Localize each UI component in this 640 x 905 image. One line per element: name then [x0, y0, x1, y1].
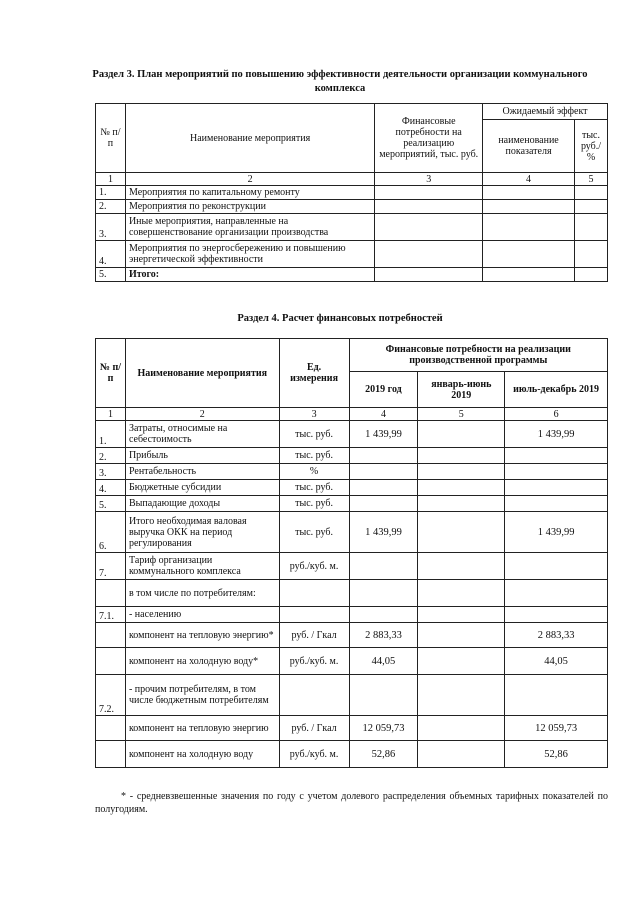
row-h2: [505, 580, 608, 607]
row-unit: [279, 675, 349, 716]
table-row: [96, 648, 608, 675]
table-row: [96, 480, 608, 496]
row-name: компонент на тепловую энергию*: [125, 623, 279, 648]
row-year: 1 439,99: [349, 421, 418, 448]
table-row: [96, 464, 608, 480]
row-year: 2 883,33: [349, 623, 418, 648]
footnote: * - средневзвешенные значения по году с учетом долевого распределения объемных тарифных показателей по полугодиям.: [95, 791, 608, 815]
row-year: [349, 675, 418, 716]
row-h1: [418, 580, 505, 607]
row-name: Затраты, относимые на себестоимость: [125, 421, 279, 448]
header-unit: тыс. руб./ %: [574, 120, 607, 173]
table-row: [96, 607, 608, 623]
row-name: Итого:: [125, 268, 374, 282]
header-h2: июль-декабрь 2019: [505, 372, 608, 408]
row-year: 1 439,99: [349, 512, 418, 553]
row-year: [349, 607, 418, 623]
table-row: [96, 512, 608, 553]
row-h2: 44,05: [505, 648, 608, 675]
table-row: [96, 716, 608, 741]
row-name: в том числе по потребителям:: [125, 580, 279, 607]
row-name: Выпадающие доходы: [125, 496, 279, 512]
row-num: 1.: [96, 421, 126, 448]
row-year: 52,86: [349, 741, 418, 768]
row-h2: [505, 448, 608, 464]
row-num: 3.: [96, 464, 126, 480]
row-name: Прибыль: [125, 448, 279, 464]
row-num: 5.: [96, 496, 126, 512]
header-name: Наименование мероприятия: [125, 339, 279, 408]
row-num: 7.: [96, 553, 126, 580]
row-num: [96, 623, 126, 648]
header-h1: январь-июнь 2019: [418, 372, 505, 408]
row-name: Мероприятия по реконструкции: [125, 200, 374, 214]
colnum: 3: [375, 173, 483, 186]
row-h1: [418, 448, 505, 464]
row-h2: 1 439,99: [505, 421, 608, 448]
row-h1: [418, 553, 505, 580]
colnum: 4: [349, 408, 418, 421]
header-num: № п/п: [96, 104, 126, 173]
row-h1: [418, 675, 505, 716]
row-name: Тариф организации коммунального комплекса: [125, 553, 279, 580]
row-num: [96, 580, 126, 607]
row-h2: [505, 607, 608, 623]
row-h2: [505, 464, 608, 480]
row-h1: [418, 648, 505, 675]
colnum: 1: [96, 173, 126, 186]
row-name: Бюджетные субсидии: [125, 480, 279, 496]
row-year: [349, 464, 418, 480]
row-num: 5.: [96, 268, 126, 282]
colnum-row: [96, 173, 608, 186]
header-unit: Ед. измерения: [279, 339, 349, 408]
row-unit: руб. / Гкал: [279, 716, 349, 741]
table-row: [96, 214, 608, 241]
row-name: Мероприятия по капитальному ремонту: [125, 186, 374, 200]
row-num: 4.: [96, 241, 126, 268]
header-name: Наименование мероприятия: [125, 104, 374, 173]
row-h1: [418, 716, 505, 741]
row-name: - населению: [125, 607, 279, 623]
table-row-total: [96, 268, 608, 282]
row-unit: руб. / Гкал: [279, 623, 349, 648]
row-h1: [418, 741, 505, 768]
header-fin: Финансовые потребности на реализации производственной программы: [349, 339, 607, 372]
header-year: 2019 год: [349, 372, 418, 408]
row-h2: 2 883,33: [505, 623, 608, 648]
colnum: 2: [125, 173, 374, 186]
row-name: - прочим потребителям, в том числе бюджетным потребителям: [125, 675, 279, 716]
row-h1: [418, 464, 505, 480]
row-unit: [279, 607, 349, 623]
row-num: [96, 741, 126, 768]
table-row: [96, 241, 608, 268]
colnum: 6: [505, 408, 608, 421]
row-name: компонент на тепловую энергию: [125, 716, 279, 741]
table-row: [96, 580, 608, 607]
section3-table: [95, 103, 608, 282]
colnum-row: [96, 408, 608, 421]
row-num: 1.: [96, 186, 126, 200]
row-h1: [418, 421, 505, 448]
row-h1: [418, 623, 505, 648]
row-h1: [418, 496, 505, 512]
row-h1: [418, 480, 505, 496]
colnum: 4: [483, 173, 575, 186]
row-num: 6.: [96, 512, 126, 553]
table-row: [96, 741, 608, 768]
row-unit: %: [279, 464, 349, 480]
colnum: 2: [125, 408, 279, 421]
section3-title: Раздел 3. План мероприятий по повышению эффективности деятельности организации коммунального комплекса: [92, 69, 588, 94]
header-effect: Ожидаемый эффект: [483, 104, 608, 120]
colnum: 5: [418, 408, 505, 421]
row-unit: руб./куб. м.: [279, 553, 349, 580]
row-h2: [505, 675, 608, 716]
row-unit: тыс. руб.: [279, 421, 349, 448]
table-row: [96, 623, 608, 648]
row-num: 7.2.: [96, 675, 126, 716]
row-num: 2.: [96, 448, 126, 464]
row-num: 4.: [96, 480, 126, 496]
header-fin: Финансовые потребности на реализацию мероприятий, тыс. руб.: [375, 104, 483, 173]
row-unit: руб./куб. м.: [279, 741, 349, 768]
table-row: [96, 186, 608, 200]
row-name: Итого необходимая валовая выручка ОКК на период регулирования: [125, 512, 279, 553]
row-unit: [279, 580, 349, 607]
row-year: [349, 553, 418, 580]
section4-table: [95, 338, 608, 768]
row-unit: тыс. руб.: [279, 512, 349, 553]
row-name: компонент на холодную воду: [125, 741, 279, 768]
row-year: [349, 480, 418, 496]
table-row: [96, 553, 608, 580]
row-year: [349, 448, 418, 464]
table-row: [96, 421, 608, 448]
table-row: [96, 448, 608, 464]
row-num: 7.1.: [96, 607, 126, 623]
row-unit: руб./куб. м.: [279, 648, 349, 675]
colnum: 3: [279, 408, 349, 421]
table-row: [96, 675, 608, 716]
header-num: № п/п: [96, 339, 126, 408]
row-h2: 52,86: [505, 741, 608, 768]
row-year: [349, 580, 418, 607]
row-num: 2.: [96, 200, 126, 214]
row-h2: [505, 480, 608, 496]
row-h2: [505, 496, 608, 512]
row-name: Рентабельность: [125, 464, 279, 480]
row-name: Иные мероприятия, направленные на совершенствование организации производства: [125, 214, 374, 241]
colnum: 1: [96, 408, 126, 421]
header-indicator: наименование показателя: [483, 120, 575, 173]
row-name: компонент на холодную воду*: [125, 648, 279, 675]
row-h1: [418, 607, 505, 623]
row-year: 44,05: [349, 648, 418, 675]
row-year: 12 059,73: [349, 716, 418, 741]
table-row: [96, 200, 608, 214]
row-num: [96, 716, 126, 741]
row-h1: [418, 512, 505, 553]
row-unit: тыс. руб.: [279, 448, 349, 464]
row-h2: [505, 553, 608, 580]
row-num: 3.: [96, 214, 126, 241]
colnum: 5: [574, 173, 607, 186]
row-unit: тыс. руб.: [279, 480, 349, 496]
row-unit: тыс. руб.: [279, 496, 349, 512]
row-name: Мероприятия по энергосбережению и повышению энергетической эффективности: [125, 241, 374, 268]
row-num: [96, 648, 126, 675]
row-h2: 1 439,99: [505, 512, 608, 553]
table-row: [96, 496, 608, 512]
section4-title: Раздел 4. Расчет финансовых потребностей: [237, 313, 443, 324]
row-h2: 12 059,73: [505, 716, 608, 741]
row-year: [349, 496, 418, 512]
